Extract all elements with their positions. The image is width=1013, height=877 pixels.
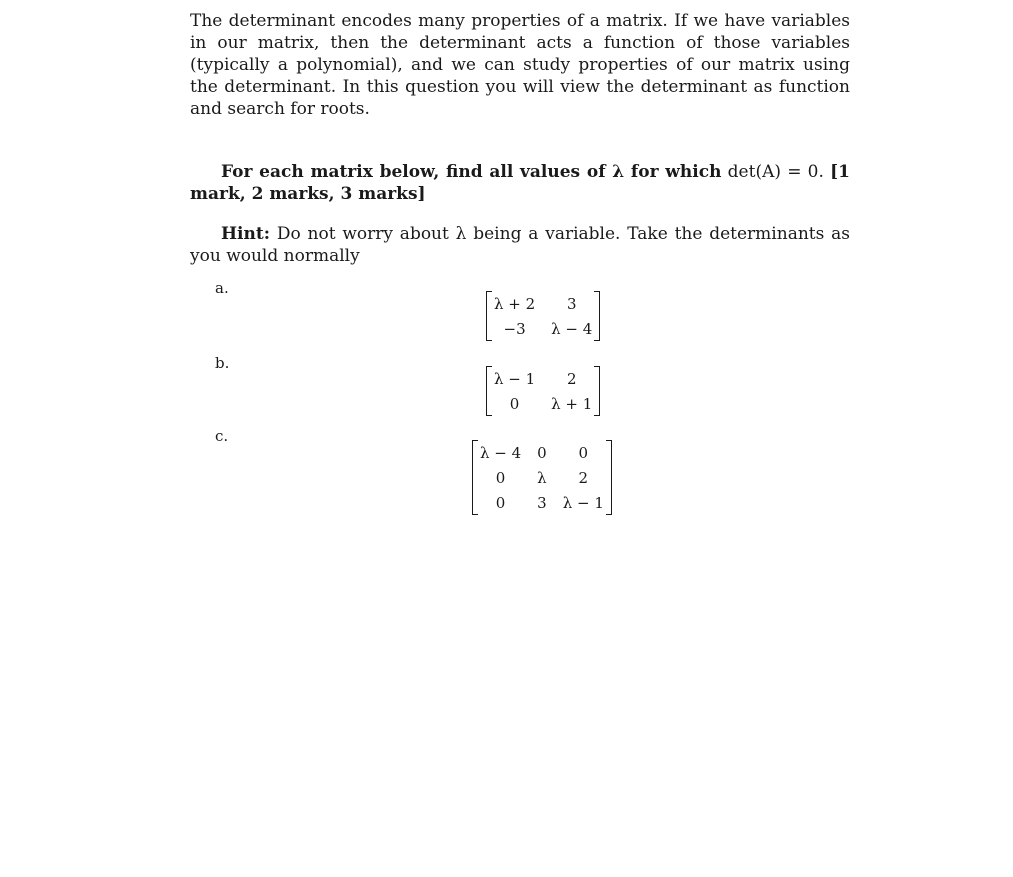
intro-paragraph: The determinant encodes many properties of a matrix. If we have variables in our matrix, then the determinant acts a function of those variables (typically a polynomial), and we can study properties of our matrix using the determinant. In this question you will view the determinant as function and search for roots. <box>190 11 850 119</box>
matrix-a-cell: 3 <box>566 294 577 313</box>
matrix-c-cell: λ − 1 <box>562 493 604 512</box>
matrix-b-cell: 0 <box>509 394 520 413</box>
matrix-c-cell: λ − 4 <box>480 443 522 462</box>
question-marks: [1 mark, 2 marks, 3 marks] <box>190 162 851 204</box>
matrix-left-bracket <box>486 366 492 416</box>
matrix-b-cell: λ − 1 <box>494 369 536 388</box>
matrix-left-bracket <box>472 440 478 515</box>
matrix-a-cell: λ − 4 <box>551 319 593 338</box>
matrix-c-cell: 3 <box>537 493 547 512</box>
matrix-c-cell: λ <box>537 468 547 487</box>
matrix-c <box>472 440 612 515</box>
matrix-left-bracket <box>486 291 492 341</box>
matrix-c-cell: 0 <box>537 443 547 462</box>
item-label-a: a. <box>215 279 229 297</box>
matrix-a-cell: −3 <box>503 319 526 338</box>
matrix-right-bracket <box>594 366 600 416</box>
matrix-c-cell: 0 <box>495 493 506 512</box>
item-label-c: c. <box>215 427 229 445</box>
matrix-a <box>486 291 600 341</box>
matrix-b-cell: 2 <box>566 369 577 388</box>
matrix-c-cell: 0 <box>495 468 506 487</box>
matrix-b-cell: λ + 1 <box>551 394 593 413</box>
matrix-c-cell: 2 <box>578 468 589 487</box>
matrix-c-cell: 0 <box>578 443 589 462</box>
hint-label: Hint: <box>221 224 271 244</box>
question-math: det(A) = 0. <box>727 162 824 182</box>
matrix-right-bracket <box>606 440 612 515</box>
question-bold-lead: For each matrix below, find all values of λ for which <box>221 162 722 182</box>
matrix-b <box>486 366 600 416</box>
matrix-a-cell: λ + 2 <box>494 294 536 313</box>
item-label-b: b. <box>215 354 230 372</box>
matrix-right-bracket <box>594 291 600 341</box>
hint-text: Do not worry about λ being a variable. Take the determinants as you would normally <box>190 224 851 266</box>
